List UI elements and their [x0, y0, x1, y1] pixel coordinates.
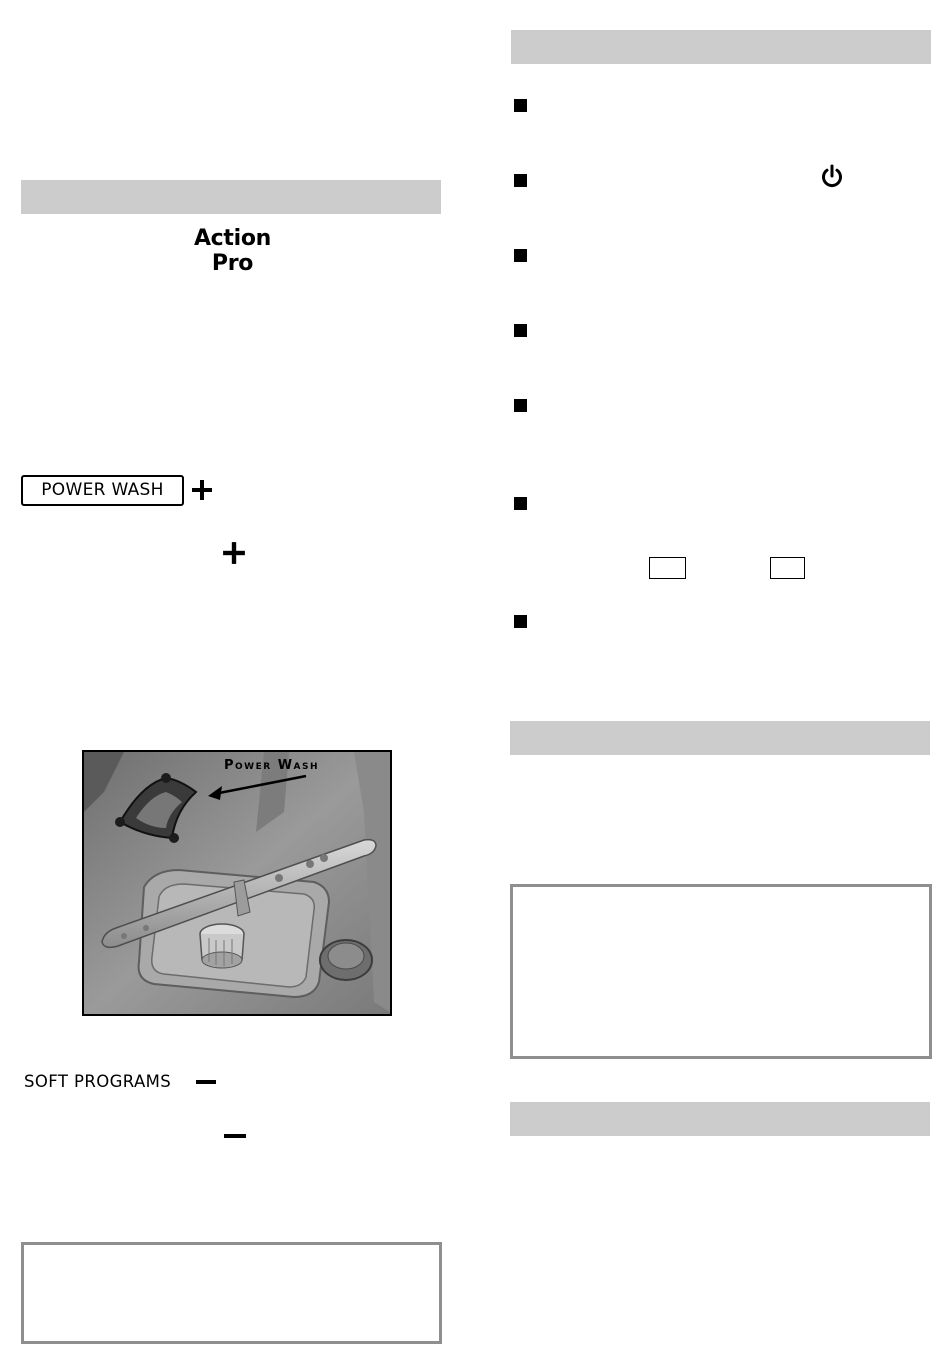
plus-icon	[191, 479, 213, 501]
section-header-bar	[510, 1102, 930, 1136]
photo-label: Power Wash	[224, 758, 320, 773]
bullet-marker	[514, 399, 527, 412]
bullet-marker	[514, 99, 527, 112]
plus-icon	[222, 541, 246, 565]
dishwasher-power-wash-photo	[82, 750, 392, 1016]
logo-line-2: Pro	[211, 251, 254, 276]
section-header-bar	[21, 180, 441, 214]
logo-line-1: Action	[193, 226, 272, 251]
power-icon	[820, 164, 844, 188]
minus-icon	[196, 1079, 216, 1085]
soft-programs-label: SOFT PROGRAMS	[24, 1072, 172, 1091]
section-header-bar	[511, 30, 931, 64]
bullet-marker	[514, 615, 527, 628]
bullet-marker	[514, 174, 527, 187]
action-pro-logo	[160, 226, 305, 276]
power-wash-button[interactable]: POWER WASH	[21, 475, 184, 506]
bullet-marker	[514, 497, 527, 510]
note-box	[510, 884, 932, 1059]
section-header-bar	[510, 721, 930, 755]
bullet-marker	[514, 324, 527, 337]
minus-icon	[224, 1133, 246, 1139]
bullet-marker	[514, 249, 527, 262]
note-box	[21, 1242, 442, 1344]
key-box	[649, 557, 686, 579]
key-box	[770, 557, 805, 579]
